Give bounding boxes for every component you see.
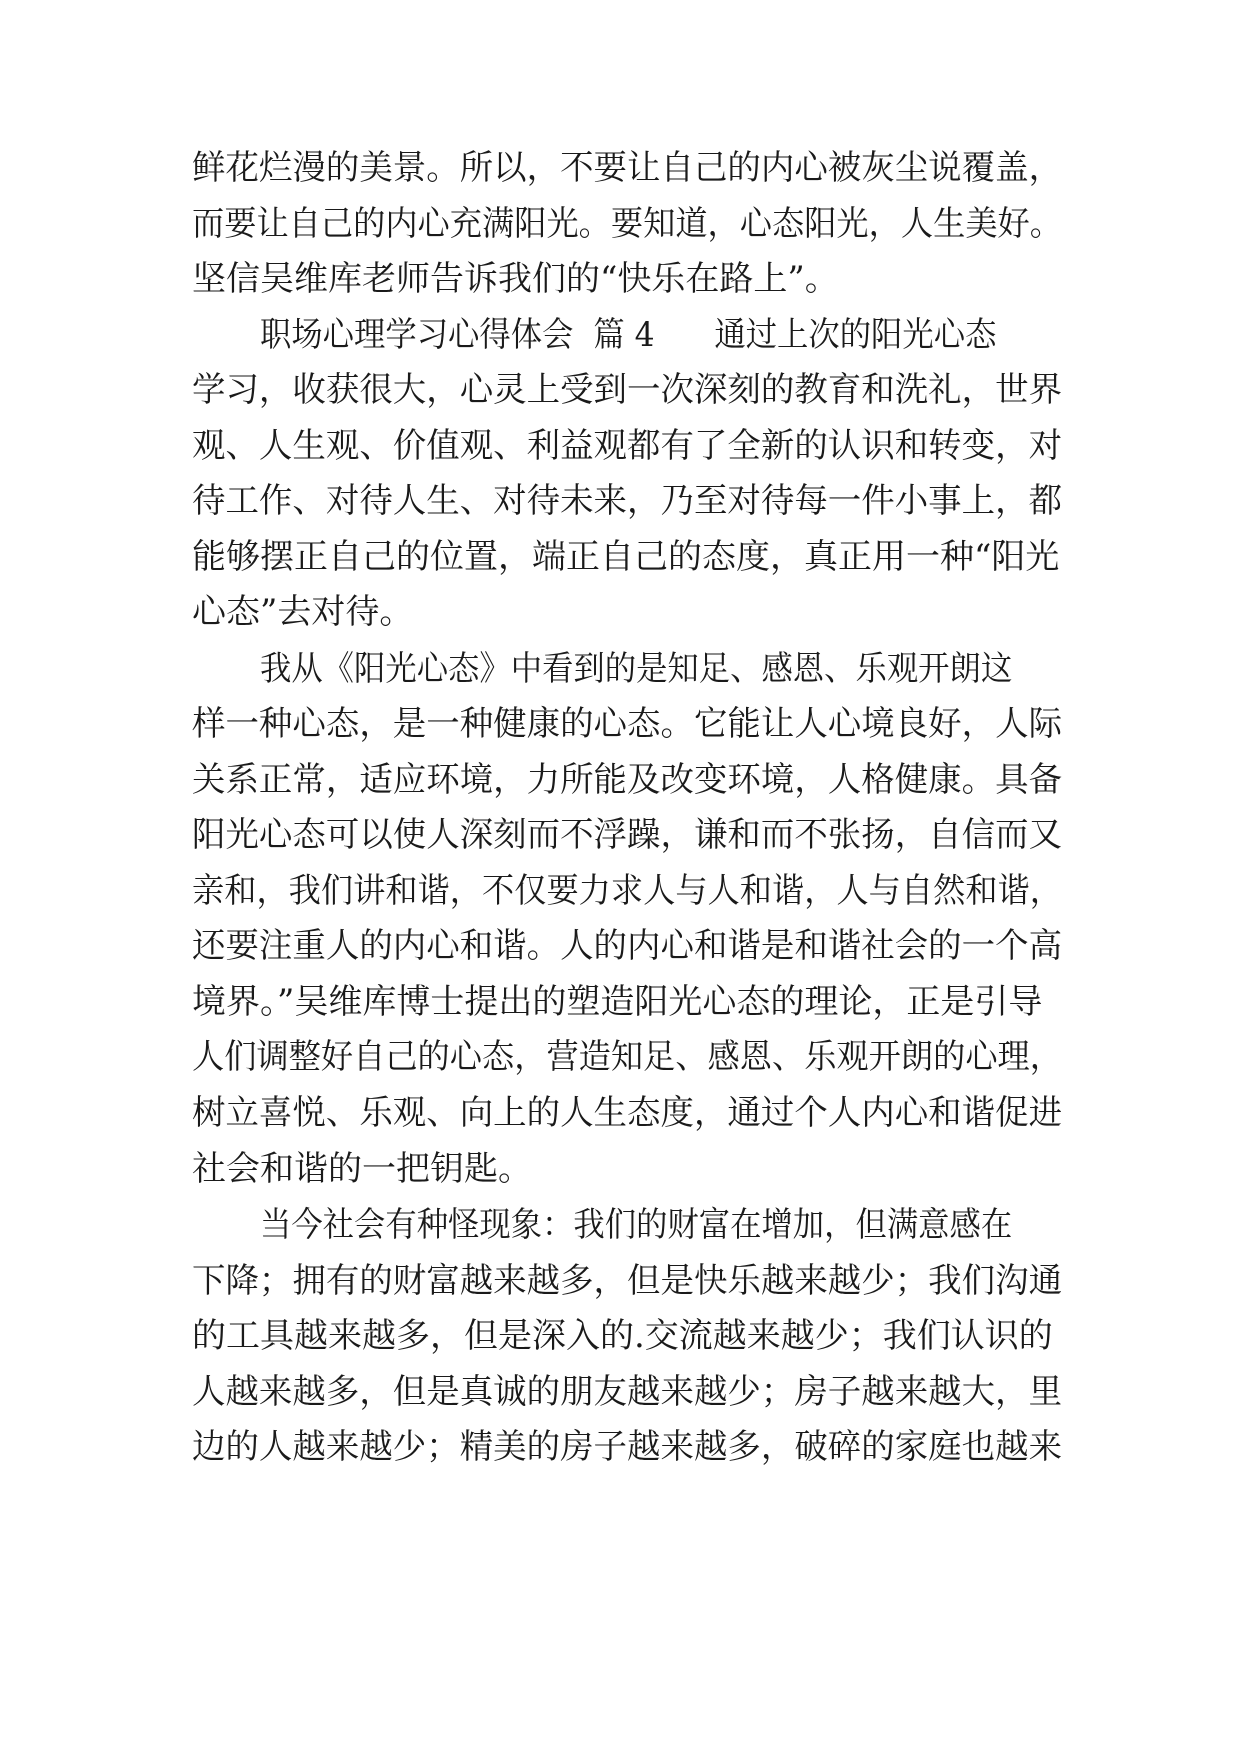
text-line: 坚信吴维库老师告诉我们的“快乐在路上”。 (192, 259, 839, 299)
text-line: 样一种心态，是一种健康的心态。它能让人心境良好，人际 (192, 704, 1063, 744)
text-line: 的工具越来越多，但是深入的.交流越来越少；我们认识的 (192, 1316, 1053, 1356)
text-line: 关系正常，适应环境，力所能及改变环境，人格健康。具备 (192, 760, 1063, 800)
text-line: 下降；拥有的财富越来越多，但是快乐越来越少；我们沟通 (192, 1261, 1063, 1301)
text-line: 心态”去对待。 (192, 592, 414, 632)
text-line: 而要让自己的内心充满阳光。要知道，心态阳光，人生美好。 (192, 204, 1062, 244)
text-line: 社会和谐的一把钥匙。 (192, 1149, 532, 1189)
section-heading-line: 职场心理学习心得体会 篇 4 通过上次的阳光心态 (260, 315, 997, 355)
text-line: 境界。”吴维库博士提出的塑造阳光心态的理论，正是引导 (192, 982, 1043, 1022)
text-line: 待工作、对待人生、对待未来，乃至对待每一件小事上，都 (192, 481, 1063, 521)
text-line: 阳光心态可以使人深刻而不浮躁，谦和而不张扬，自信而又 (192, 815, 1063, 855)
text-line: 亲和，我们讲和谐，不仅要力求人与人和谐，人与自然和谐， (192, 871, 1062, 911)
paragraph-first-line: 当今社会有种怪现象：我们的财富在增加，但满意感在 (260, 1205, 1013, 1245)
text-line: 人们调整好自己的心态，营造知足、感恩、乐观开朗的心理， (192, 1037, 1062, 1077)
text-line: 学习，收获很大，心灵上受到一次深刻的教育和洗礼，世界 (192, 370, 1063, 410)
text-line: 鲜花烂漫的美景。所以，不要让自己的内心被灰尘说覆盖， (192, 148, 1063, 188)
text-line: 人越来越多，但是真诚的朋友越来越少；房子越来越大，里 (192, 1372, 1063, 1412)
text-line: 能够摆正自己的位置，端正自己的态度，真正用一种“阳光 (192, 537, 1060, 577)
text-line: 树立喜悦、乐观、向上的人生态度，通过个人内心和谐促进 (192, 1093, 1063, 1133)
text-line: 观、人生观、价值观、利益观都有了全新的认识和转变，对 (192, 426, 1063, 466)
paragraph-first-line: 我从《阳光心态》中看到的是知足、感恩、乐观开朗这 (260, 649, 1013, 689)
text-line: 还要注重人的内心和谐。人的内心和谐是和谐社会的一个高 (192, 926, 1063, 966)
text-line: 边的人越来越少；精美的房子越来越多，破碎的家庭也越来 (192, 1427, 1063, 1467)
